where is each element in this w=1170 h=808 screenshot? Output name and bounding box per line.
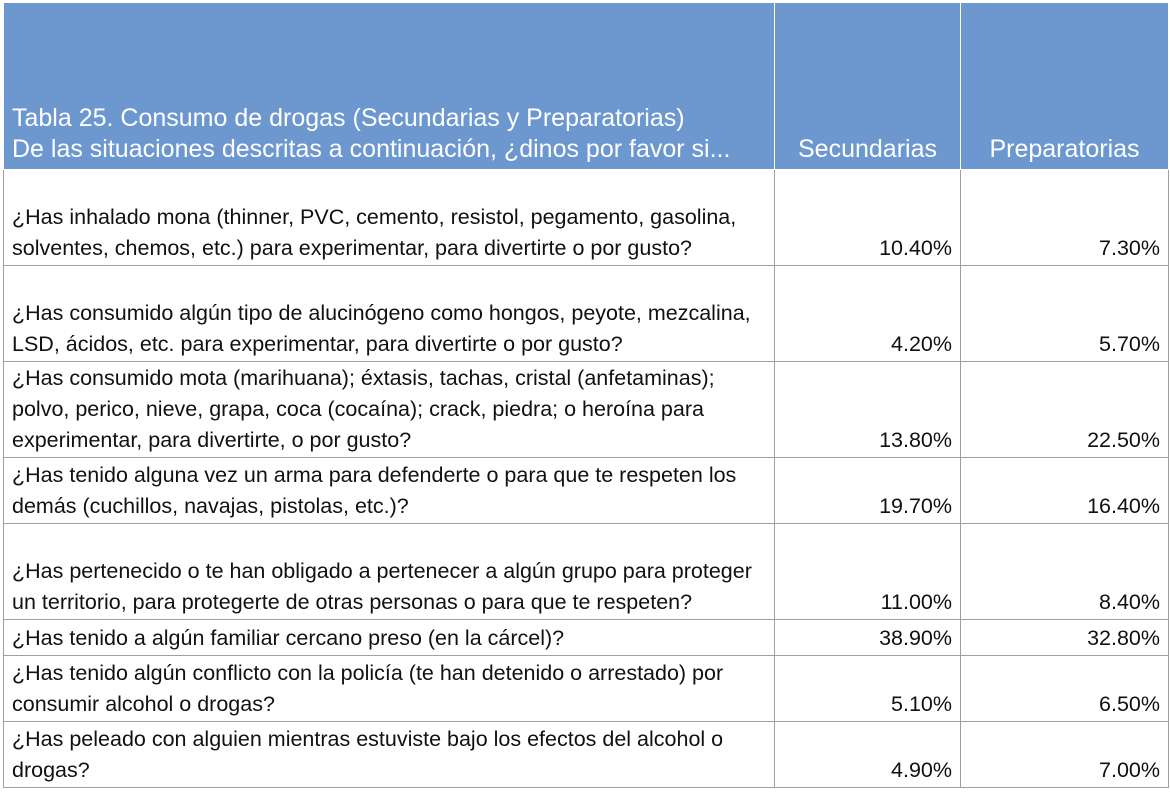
preparatorias-value-cell: 32.80% bbox=[961, 620, 1169, 656]
preparatorias-value-cell: 16.40% bbox=[961, 458, 1169, 524]
secundarias-value-cell: 19.70% bbox=[775, 458, 961, 524]
preparatorias-value-cell: 8.40% bbox=[961, 524, 1169, 620]
table-subtitle: De las situaciones descritas a continuación, ¿dinos por favor si... bbox=[12, 135, 731, 163]
secundarias-value-cell: 5.10% bbox=[775, 656, 961, 722]
preparatorias-value-cell: 5.70% bbox=[961, 266, 1169, 362]
question-cell: ¿Has consumido mota (marihuana); éxtasis, tachas, cristal (anfetaminas); polvo, perico, nieve, grapa, coca (cocaína); crack, piedra; o heroína para experimentar, para divertirte, o por gusto? bbox=[4, 362, 775, 458]
question-cell: ¿Has peleado con alguien mientras estuviste bajo los efectos del alcohol o drogas? bbox=[4, 722, 775, 788]
header-row bbox=[4, 3, 1169, 170]
preparatorias-value-cell: 7.30% bbox=[961, 170, 1169, 266]
secundarias-value-cell: 4.90% bbox=[775, 722, 961, 788]
secundarias-value-cell: 4.20% bbox=[775, 266, 961, 362]
column-header-secundarias: Secundarias bbox=[775, 3, 961, 170]
question-cell: ¿Has tenido a algún familiar cercano preso (en la cárcel)? bbox=[4, 620, 775, 656]
secundarias-value-cell: 10.40% bbox=[775, 170, 961, 266]
question-cell: ¿Has tenido algún conflicto con la policía (te han detenido o arrestado) por consumir alcohol o drogas? bbox=[4, 656, 775, 722]
table-row bbox=[4, 524, 1169, 620]
table-row bbox=[4, 266, 1169, 362]
table-caption-cell bbox=[4, 3, 775, 170]
drug-consumption-table bbox=[3, 2, 1169, 788]
table-row bbox=[4, 620, 1169, 656]
question-cell: ¿Has tenido alguna vez un arma para defenderte o para que te respeten los demás (cuchillos, navajas, pistolas, etc.)? bbox=[4, 458, 775, 524]
question-cell: ¿Has inhalado mona (thinner, PVC, cemento, resistol, pegamento, gasolina, solventes, chemos, etc.) para experimentar, para divertirte o por gusto? bbox=[4, 170, 775, 266]
preparatorias-value-cell: 6.50% bbox=[961, 656, 1169, 722]
question-cell: ¿Has consumido algún tipo de alucinógeno como hongos, peyote, mezcalina, LSD, ácidos, etc. para experimentar, para divertirte o por gusto? bbox=[4, 266, 775, 362]
preparatorias-value-cell: 7.00% bbox=[961, 722, 1169, 788]
table-row bbox=[4, 362, 1169, 458]
column-header-preparatorias: Preparatorias bbox=[961, 3, 1169, 170]
table-body bbox=[4, 170, 1169, 788]
table-title: Tabla 25. Consumo de drogas (Secundarias y Preparatorias) bbox=[12, 104, 685, 132]
secundarias-value-cell: 11.00% bbox=[775, 524, 961, 620]
preparatorias-value-cell: 22.50% bbox=[961, 362, 1169, 458]
table-row bbox=[4, 170, 1169, 266]
secundarias-value-cell: 38.90% bbox=[775, 620, 961, 656]
table-row bbox=[4, 722, 1169, 788]
question-cell: ¿Has pertenecido o te han obligado a pertenecer a algún grupo para proteger un territorio, para protegerte de otras personas o para que te respeten? bbox=[4, 524, 775, 620]
table-row bbox=[4, 458, 1169, 524]
secundarias-value-cell: 13.80% bbox=[775, 362, 961, 458]
table-row bbox=[4, 656, 1169, 722]
table-header bbox=[4, 3, 1169, 170]
